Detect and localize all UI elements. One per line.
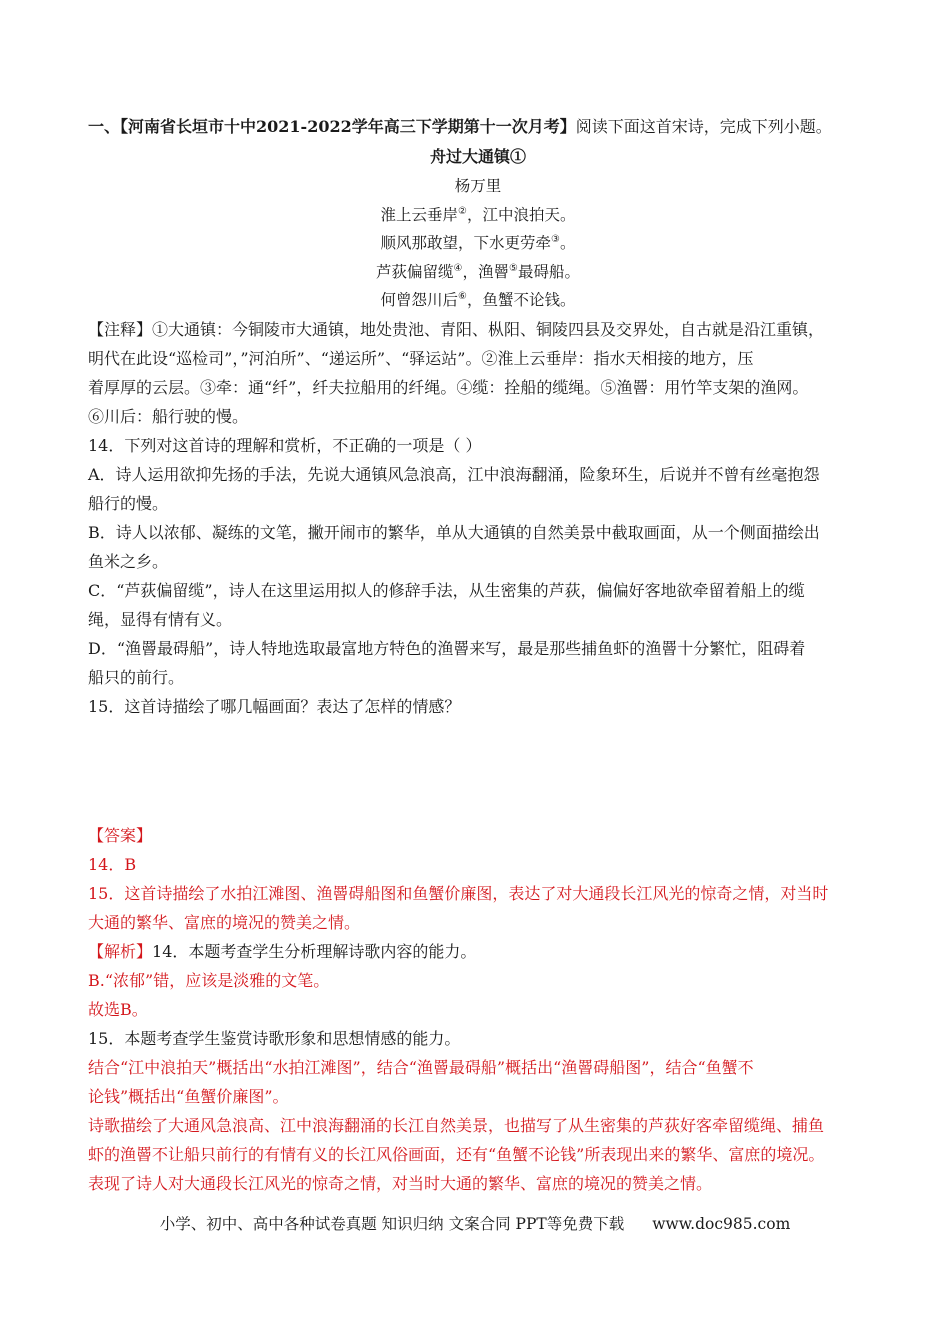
footer-text: 小学、初中、高中各种试卷真题 知识归纳 文案合同 PPT等免费下载 [159,1215,625,1233]
option-c: C．“芦荻偏留缆”，诗人在这里运用拟人的修辞手法，从生密集的芦荻，偏偏好客地欲牵留着船上的缆 [88,580,805,600]
poem-line: 淮上云垂岸②，江中浪拍天。 [380,205,576,224]
analysis-15: 15．本题考查学生鉴赏诗歌形象和思想情感的能力。 [88,1028,461,1048]
document-content [88,112,868,1198]
note-line: 【注释】①大通镇：今铜陵市大通镇，地处贵池、青阳、枞阳、铜陵四县及交界处，自古就是沿江重镇， [88,319,825,339]
note-line: ⑥川后：船行驶的慢。 [88,406,249,426]
analysis-15-detail: 诗歌描绘了大通风急浪高、江中浪海翻涌的长江自然美景，也描写了从生密集的芦荻好客牵留缆绳、捕鱼 [88,1115,825,1135]
analysis-14-choice: 故选B。 [88,999,148,1019]
question-heading [88,112,868,141]
answer-14: 14．B [88,854,137,874]
question-number: 一、 [88,117,121,136]
analysis-label: 【解析】 [88,941,153,961]
poem-line: 何曾怨川后⑥，鱼蟹不论钱。 [380,290,576,309]
answer-15-cont: 大通的繁华、富庶的境况的赞美之情。 [88,912,361,932]
analysis-15-detail: 表现了诗人对大通段长江风光的惊奇之情，对当时大通的繁华、富庶的境况的赞美之情。 [88,1173,713,1193]
analysis-14: 【解析】14．本题考查学生分析理解诗歌内容的能力。 [88,941,477,961]
answer-label: 【答案】 [88,825,153,845]
option-a: A．诗人运用欲抑先扬的手法，先说大通镇风急浪高，江中浪海翻涌，险象环生，后说并不曾有丝毫抱怨 [88,464,820,484]
poem-line: 芦荻偏留缆④，渔罾⑤最碍船。 [376,262,580,281]
page-footer [0,1212,950,1234]
analysis-15-detail: 结合“江中浪拍天”概括出“水拍江滩图”，结合“渔罾最碍船”概括出“渔罾碍船图”，结合“鱼蟹不 [88,1057,754,1077]
note-line: 着厚厚的云层。③牵：通“纤”，纤夫拉船用的纤绳。④缆：拴船的缆绳。⑤渔罾：用竹竿支架的渔网。 [88,377,809,397]
option-a-cont: 船行的慢。 [88,493,169,513]
analysis-15-detail: 论钱”概括出“鱼蟹价廉图”。 [88,1086,289,1106]
option-c-cont: 绳，显得有情有义。 [88,609,233,629]
option-b: B．诗人以浓郁、凝练的文笔，撇开闹市的繁华，单从大通镇的自然美景中截取画面，从一个侧面描绘出 [88,522,820,542]
option-d: D．“渔罾最碍船”，诗人特地选取最富地方特色的渔罾来写，最是那些捕鱼虾的渔罾十分繁忙，阻碍着 [88,638,806,658]
poem-author: 杨万里 [454,177,502,195]
poem-line: 顺风那敢望，下水更劳牵③。 [380,233,576,252]
question-14-stem: 14．下列对这首诗的理解和赏析，不正确的一项是（ ） [88,435,482,455]
analysis-15-detail: 虾的渔罾不让船只前行的有情有义的长江风俗画面，还有“鱼蟹不论钱”所表现出来的繁华、富庶的境况。 [88,1144,825,1164]
option-d-cont: 船只的前行。 [88,667,185,687]
note-line: 明代在此设“巡检司”，”河泊所”、“递运所”、“驿运站”。②淮上云垂岸：指水天相接的地方，压 [88,348,754,368]
footer-site: www.doc985.com [652,1215,791,1233]
question-15-stem: 15．这首诗描绘了哪几幅画面？表达了怎样的情感？ [88,696,461,716]
option-b-cont: 鱼米之乡。 [88,551,169,571]
analysis-14-b: B.“浓郁”错，应该是淡雅的文笔。 [88,970,330,990]
question-source: 【河南省长垣市十中2021-2022学年高三下学期第十一次月考】 [120,117,576,136]
poem-title: 舟过大通镇① [429,147,526,166]
answer-space [88,721,868,821]
question-instruction: 阅读下面这首宋诗，完成下列小题。 [575,117,832,136]
answer-15: 15．这首诗描绘了水拍江滩图、渔罾碍船图和鱼蟹价廉图，表达了对大通段长江风光的惊奇之情，对当时 [88,883,829,903]
